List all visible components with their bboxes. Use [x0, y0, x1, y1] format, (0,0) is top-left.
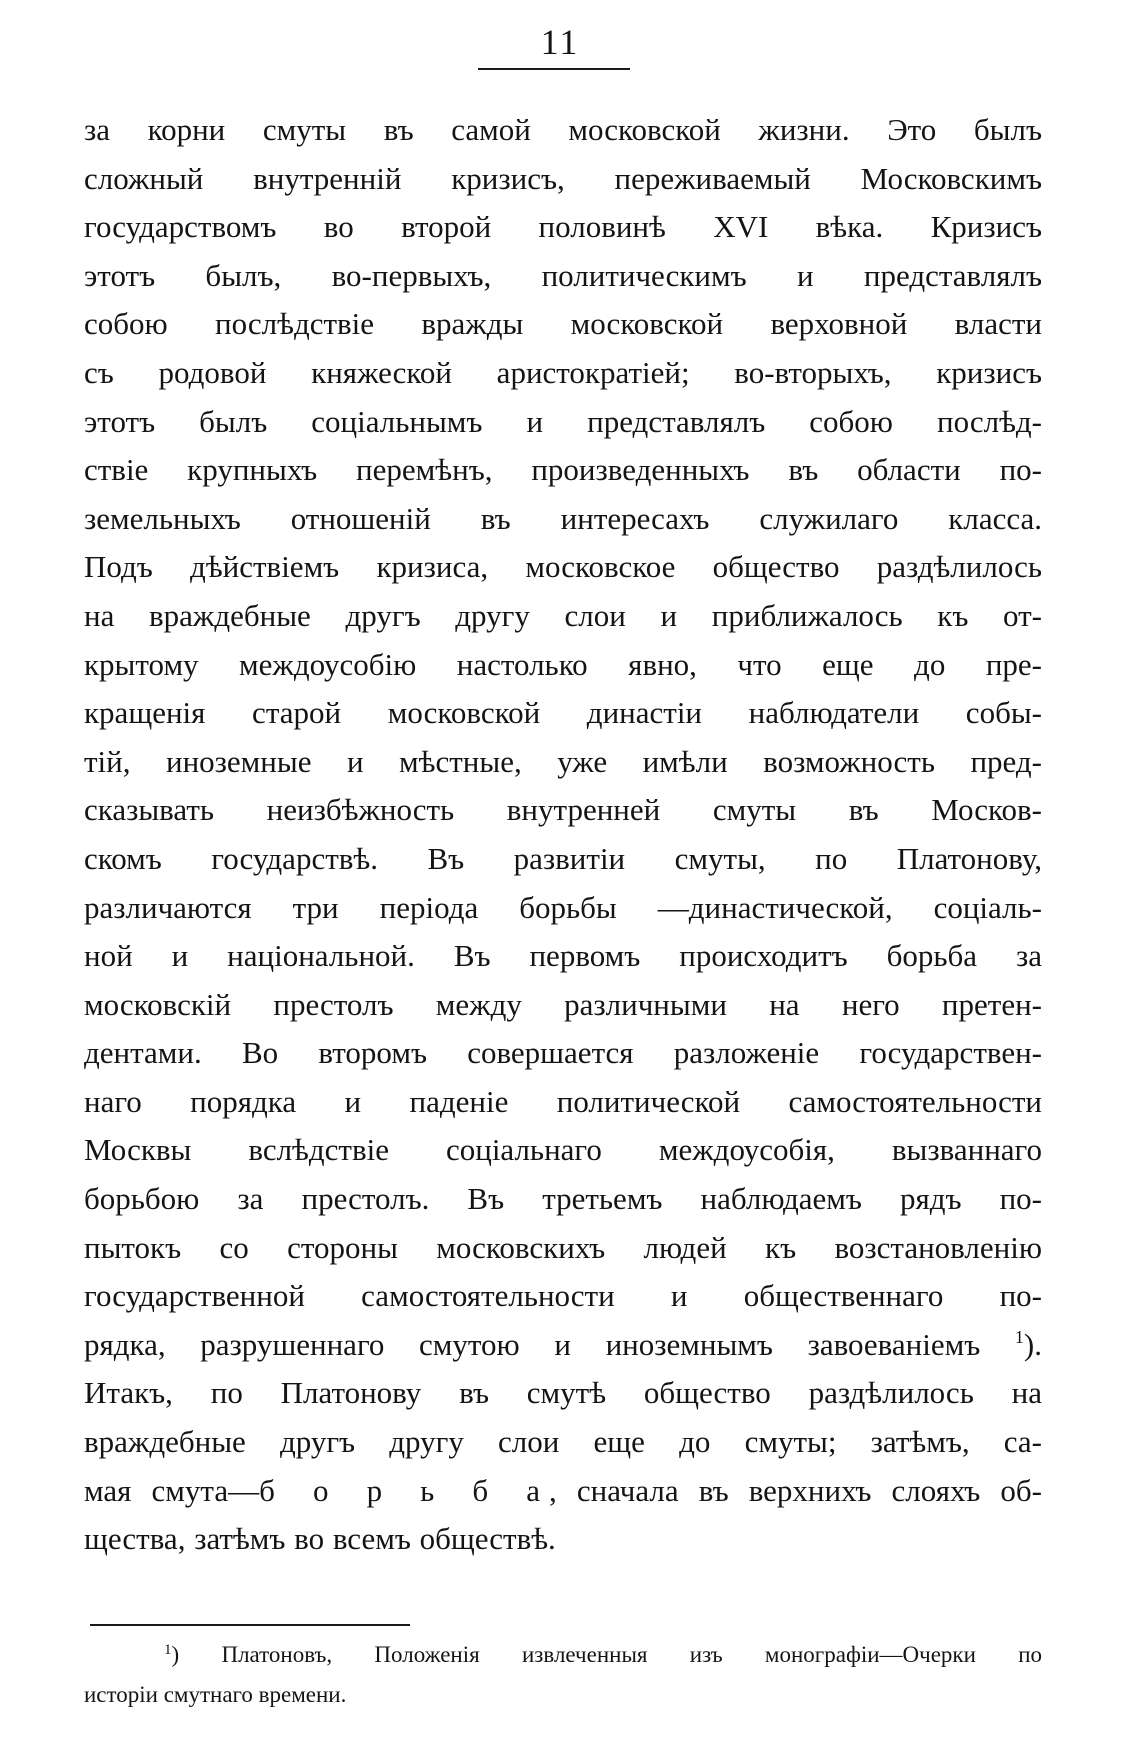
text-line: на враждебные другъ другу слои и приближалось къ от- — [84, 597, 1042, 633]
text-line-with-emphasis — [84, 1467, 1042, 1516]
text-line: борьбою за престолъ. Въ третьемъ наблюдаемъ рядъ по- — [84, 1181, 1042, 1217]
text-line: крытому междоусобію настолько явно, что еще до пре- — [84, 646, 1042, 682]
text-line: дентами. Во второмъ совершается разложеніе государствен- — [84, 1035, 1042, 1071]
text-line-last: щества, затѣмъ во всемъ обществѣ. — [84, 1521, 556, 1557]
text-line: ствіе крупныхъ перемѣнъ, произведенныхъ въ области по- — [84, 452, 1042, 488]
footnotes — [84, 1635, 1042, 1715]
text-line: государственной самостоятельности и общественнаго по- — [84, 1278, 1042, 1314]
page-number-rule — [478, 68, 630, 70]
text-line: враждебные другъ другу слои еще до смуты; затѣмъ, са- — [84, 1424, 1042, 1460]
text-line: кращенія старой московской династіи наблюдатели собы- — [84, 695, 1042, 731]
text-line: Итакъ, по Платонову въ смутѣ общество раздѣлилось на — [84, 1375, 1042, 1411]
text-line: сложный внутренній кризисъ, переживаемый Московскимъ — [84, 160, 1042, 196]
text-line-start: мая смута— — [84, 1472, 260, 1508]
text-line: этотъ былъ соціальнымъ и представлялъ собою послѣд- — [84, 403, 1042, 439]
text-line-end: , сначала въ верхнихъ слояхъ об- — [549, 1472, 1042, 1508]
text-line: Москвы вслѣдствіе соціальнаго междоусобія, вызваннаго — [84, 1132, 1042, 1168]
body-text — [84, 106, 1042, 1564]
text-line: различаются три періода борьбы —династической, соціаль- — [84, 889, 1042, 925]
text-line: съ родовой княжеской аристократіей; во-вторыхъ, кризисъ — [84, 354, 1042, 390]
text-line-content: рядка, разрушеннаго смутою и иноземнымъ завоеваніемъ — [84, 1326, 981, 1362]
text-line: этотъ былъ, во-первыхъ, политическимъ и представлялъ — [84, 257, 1042, 293]
text-line-with-footnote-ref — [84, 1321, 1042, 1370]
text-line: собою послѣдствіе вражды московской верховной власти — [84, 306, 1042, 342]
text-line: московскій престолъ между различными на него претен- — [84, 986, 1042, 1022]
footnote-rule — [90, 1624, 410, 1626]
footnote-line-continued: исторіи смутнаго времени. — [84, 1682, 347, 1707]
text-line: тій, иноземные и мѣстные, уже имѣли возможность пред- — [84, 743, 1042, 779]
footnote-line — [84, 1635, 1042, 1675]
text-line: ной и національной. Въ первомъ происходитъ борьба за — [84, 938, 1042, 974]
spaced-emphasis: б о р ь б а — [259, 1472, 550, 1508]
text-line: Подъ дѣйствіемъ кризиса, московское общество раздѣлилось — [84, 549, 1042, 585]
text-line: сказывать неизбѣжность внутренней смуты въ Москов- — [84, 792, 1042, 828]
footnote-text: Платоновъ, Положенія извлеченныя изъ монографіи—Очерки по — [221, 1642, 1042, 1667]
text-line: государствомъ во второй половинѣ XVI вѣка. Кризисъ — [84, 209, 1042, 245]
text-line: пытокъ со стороны московскихъ людей къ возстановленію — [84, 1229, 1042, 1265]
text-line: скомъ государствѣ. Въ развитіи смуты, по Платонову, — [84, 840, 1042, 876]
footnote-reference: 1 — [1014, 1326, 1024, 1347]
text-line: наго порядка и паденіе политической самостоятельности — [84, 1083, 1042, 1119]
text-line: за корни смуты въ самой московской жизни. Это былъ — [84, 112, 1042, 147]
page-number: 11 — [540, 22, 580, 62]
text-line: земельныхъ отношеній въ интересахъ служилаго класса. — [84, 500, 1042, 536]
footnote-reference-suffix: ). — [1023, 1326, 1042, 1362]
footnote-mark-suffix: ) — [171, 1642, 180, 1667]
footnote-mark: 1 — [164, 1642, 172, 1658]
